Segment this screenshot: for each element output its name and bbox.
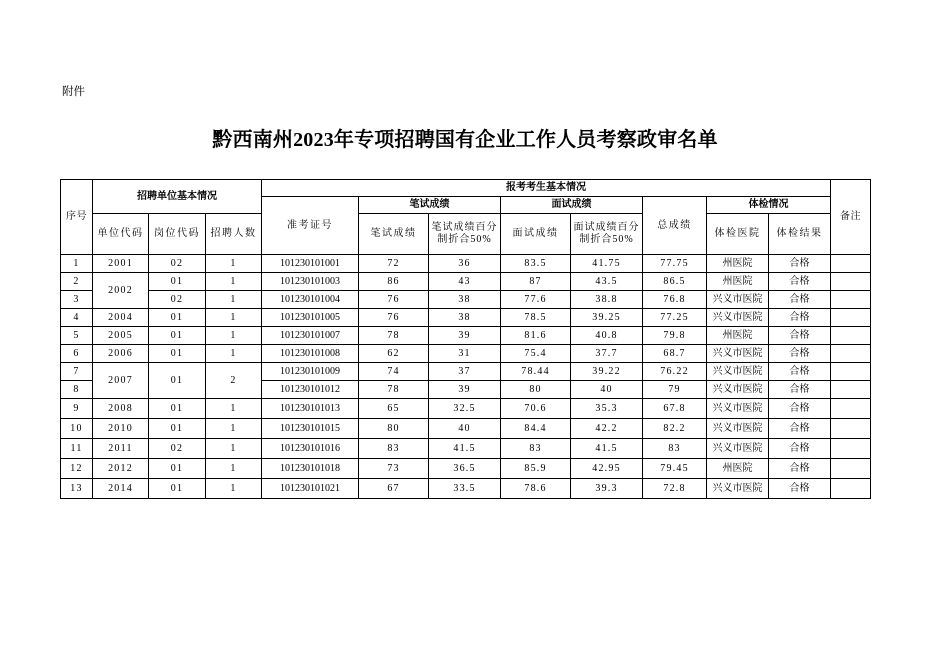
- header-unit-code: 单位代码: [93, 214, 149, 255]
- interview-cell: 85.9: [501, 459, 571, 479]
- unit-code-cell: 2014: [93, 479, 149, 499]
- exam-no-cell: 101230101021: [262, 479, 359, 499]
- interview-pct-cell: 43.5: [571, 273, 643, 291]
- written-cell: 65: [359, 399, 429, 419]
- remark-cell: [831, 291, 871, 309]
- unit-code-cell: 2007: [93, 363, 149, 399]
- result-cell: 合格: [769, 363, 831, 381]
- interview-cell: 83: [501, 439, 571, 459]
- result-cell: 合格: [769, 255, 831, 273]
- result-cell: 合格: [769, 291, 831, 309]
- total-cell: 83: [643, 439, 707, 459]
- total-cell: 76.22: [643, 363, 707, 381]
- interview-pct-cell: 39.25: [571, 309, 643, 327]
- written-pct-cell: 41.5: [429, 439, 501, 459]
- unit-code-cell: 2004: [93, 309, 149, 327]
- unit-code-cell: 2006: [93, 345, 149, 363]
- written-pct-cell: 39: [429, 327, 501, 345]
- written-cell: 62: [359, 345, 429, 363]
- remark-cell: [831, 419, 871, 439]
- header-interview-score: 面试成绩: [501, 214, 571, 255]
- interview-cell: 70.6: [501, 399, 571, 419]
- written-cell: 78: [359, 381, 429, 399]
- total-cell: 86.5: [643, 273, 707, 291]
- written-pct-cell: 33.5: [429, 479, 501, 499]
- exam-no-cell: 101230101008: [262, 345, 359, 363]
- table-header: [61, 180, 871, 255]
- interview-cell: 87: [501, 273, 571, 291]
- written-cell: 80: [359, 419, 429, 439]
- result-cell: 合格: [769, 419, 831, 439]
- interview-cell: 83.5: [501, 255, 571, 273]
- total-cell: 77.75: [643, 255, 707, 273]
- hire-count-cell: 1: [206, 479, 262, 499]
- table-row: [61, 291, 871, 309]
- interview-cell: 78.44: [501, 363, 571, 381]
- table-body: [61, 255, 871, 499]
- hire-count-cell: 2: [206, 363, 262, 399]
- seq-cell: 8: [61, 381, 93, 399]
- seq-cell: 12: [61, 459, 93, 479]
- remark-cell: [831, 459, 871, 479]
- total-cell: 79.45: [643, 459, 707, 479]
- remark-cell: [831, 273, 871, 291]
- hospital-cell: 兴义市医院: [707, 309, 769, 327]
- interview-cell: 78.6: [501, 479, 571, 499]
- written-pct-cell: 37: [429, 363, 501, 381]
- interview-cell: 75.4: [501, 345, 571, 363]
- result-cell: 合格: [769, 381, 831, 399]
- result-cell: 合格: [769, 439, 831, 459]
- result-cell: 合格: [769, 479, 831, 499]
- result-cell: 合格: [769, 309, 831, 327]
- header-total: 总成绩: [643, 197, 707, 255]
- remark-cell: [831, 399, 871, 419]
- unit-code-cell: 2012: [93, 459, 149, 479]
- post-code-cell: 01: [149, 327, 206, 345]
- total-cell: 82.2: [643, 419, 707, 439]
- interview-pct-cell: 42.2: [571, 419, 643, 439]
- seq-cell: 10: [61, 419, 93, 439]
- total-cell: 79: [643, 381, 707, 399]
- remark-cell: [831, 345, 871, 363]
- table-row: [61, 363, 871, 381]
- header-hire-count: 招聘人数: [206, 214, 262, 255]
- header-medical-group: 体检情况: [707, 197, 831, 214]
- seq-cell: 11: [61, 439, 93, 459]
- table-row: [61, 399, 871, 419]
- header-candidate-group: 报考考生基本情况: [262, 180, 831, 197]
- seq-cell: 6: [61, 345, 93, 363]
- header-written-group: 笔试成绩: [359, 197, 501, 214]
- table-row: [61, 273, 871, 291]
- interview-pct-cell: 40.8: [571, 327, 643, 345]
- hire-count-cell: 1: [206, 345, 262, 363]
- unit-code-cell: 2011: [93, 439, 149, 459]
- written-pct-cell: 31: [429, 345, 501, 363]
- hospital-cell: 兴义市医院: [707, 479, 769, 499]
- hospital-cell: 兴义市医院: [707, 363, 769, 381]
- hire-count-cell: 1: [206, 439, 262, 459]
- hire-count-cell: 1: [206, 399, 262, 419]
- hospital-cell: 兴义市医院: [707, 291, 769, 309]
- written-pct-cell: 36.5: [429, 459, 501, 479]
- interview-pct-cell: 40: [571, 381, 643, 399]
- hospital-cell: 兴义市医院: [707, 399, 769, 419]
- interview-pct-cell: 41.5: [571, 439, 643, 459]
- remark-cell: [831, 255, 871, 273]
- document-title: 黔西南州2023年专项招聘国有企业工作人员考察政审名单: [212, 129, 718, 151]
- post-code-cell: 01: [149, 309, 206, 327]
- seq-cell: 1: [61, 255, 93, 273]
- unit-code-cell: 2005: [93, 327, 149, 345]
- result-cell: 合格: [769, 459, 831, 479]
- remark-cell: [831, 479, 871, 499]
- remark-cell: [831, 309, 871, 327]
- written-cell: 67: [359, 479, 429, 499]
- seq-cell: 9: [61, 399, 93, 419]
- exam-no-cell: 101230101015: [262, 419, 359, 439]
- table-row: [61, 345, 871, 363]
- seq-cell: 7: [61, 363, 93, 381]
- interview-pct-cell: 37.7: [571, 345, 643, 363]
- unit-code-cell: 2002: [93, 273, 149, 309]
- hospital-cell: 州医院: [707, 327, 769, 345]
- exam-no-cell: 101230101009: [262, 363, 359, 381]
- unit-code-cell: 2008: [93, 399, 149, 419]
- interview-cell: 77.6: [501, 291, 571, 309]
- interview-pct-cell: 39.22: [571, 363, 643, 381]
- written-pct-cell: 43: [429, 273, 501, 291]
- hire-count-cell: 1: [206, 309, 262, 327]
- table-row: [61, 255, 871, 273]
- result-cell: 合格: [769, 399, 831, 419]
- hire-count-cell: 1: [206, 327, 262, 345]
- written-pct-cell: 40: [429, 419, 501, 439]
- table-row: [61, 419, 871, 439]
- hospital-cell: 州医院: [707, 459, 769, 479]
- total-cell: 76.8: [643, 291, 707, 309]
- exam-no-cell: 101230101018: [262, 459, 359, 479]
- post-code-cell: 01: [149, 363, 206, 399]
- seq-cell: 3: [61, 291, 93, 309]
- remark-cell: [831, 327, 871, 345]
- hospital-cell: 兴义市医院: [707, 345, 769, 363]
- unit-code-cell: 2010: [93, 419, 149, 439]
- total-cell: 68.7: [643, 345, 707, 363]
- exam-no-cell: 101230101007: [262, 327, 359, 345]
- written-cell: 73: [359, 459, 429, 479]
- header-remark: 备注: [831, 180, 871, 255]
- interview-pct-cell: 39.3: [571, 479, 643, 499]
- hospital-cell: 兴义市医院: [707, 439, 769, 459]
- written-pct-cell: 38: [429, 291, 501, 309]
- header-row-1: [61, 180, 871, 197]
- hospital-cell: 州医院: [707, 273, 769, 291]
- post-code-cell: 01: [149, 399, 206, 419]
- post-code-cell: 02: [149, 255, 206, 273]
- seq-cell: 5: [61, 327, 93, 345]
- written-pct-cell: 36: [429, 255, 501, 273]
- post-code-cell: 01: [149, 479, 206, 499]
- total-cell: 77.25: [643, 309, 707, 327]
- header-medical-hospital: 体检医院: [707, 214, 769, 255]
- result-cell: 合格: [769, 327, 831, 345]
- written-pct-cell: 38: [429, 309, 501, 327]
- remark-cell: [831, 381, 871, 399]
- written-cell: 78: [359, 327, 429, 345]
- interview-pct-cell: 41.75: [571, 255, 643, 273]
- written-pct-cell: 39: [429, 381, 501, 399]
- table-row: [61, 459, 871, 479]
- exam-no-cell: 101230101004: [262, 291, 359, 309]
- result-cell: 合格: [769, 273, 831, 291]
- written-pct-cell: 32.5: [429, 399, 501, 419]
- interview-cell: 84.4: [501, 419, 571, 439]
- header-exam-no: 准考证号: [262, 197, 359, 255]
- written-cell: 86: [359, 273, 429, 291]
- table-row: [61, 309, 871, 327]
- header-interview-pct: 面试成绩百分制折合50%: [571, 214, 643, 255]
- hospital-cell: 州医院: [707, 255, 769, 273]
- post-code-cell: 02: [149, 439, 206, 459]
- header-unit-group: 招聘单位基本情况: [93, 180, 262, 214]
- seq-cell: 13: [61, 479, 93, 499]
- hire-count-cell: 1: [206, 255, 262, 273]
- post-code-cell: 01: [149, 459, 206, 479]
- post-code-cell: 01: [149, 273, 206, 291]
- hospital-cell: 兴义市医院: [707, 419, 769, 439]
- exam-no-cell: 101230101003: [262, 273, 359, 291]
- hospital-cell: 兴义市医院: [707, 381, 769, 399]
- header-row-3: [61, 214, 871, 255]
- exam-no-cell: 101230101013: [262, 399, 359, 419]
- header-written-pct: 笔试成绩百分制折合50%: [429, 214, 501, 255]
- table-row: [61, 327, 871, 345]
- written-cell: 83: [359, 439, 429, 459]
- result-cell: 合格: [769, 345, 831, 363]
- header-seq: 序号: [61, 180, 93, 255]
- remark-cell: [831, 439, 871, 459]
- interview-cell: 80: [501, 381, 571, 399]
- written-cell: 76: [359, 291, 429, 309]
- total-cell: 72.8: [643, 479, 707, 499]
- hire-count-cell: 1: [206, 291, 262, 309]
- interview-cell: 81.6: [501, 327, 571, 345]
- roster-table: [60, 179, 871, 499]
- interview-pct-cell: 42.95: [571, 459, 643, 479]
- hire-count-cell: 1: [206, 459, 262, 479]
- written-cell: 72: [359, 255, 429, 273]
- hire-count-cell: 1: [206, 273, 262, 291]
- interview-cell: 78.5: [501, 309, 571, 327]
- hire-count-cell: 1: [206, 419, 262, 439]
- total-cell: 67.8: [643, 399, 707, 419]
- table-row: [61, 439, 871, 459]
- exam-no-cell: 101230101016: [262, 439, 359, 459]
- interview-pct-cell: 35.3: [571, 399, 643, 419]
- header-interview-group: 面试成绩: [501, 197, 643, 214]
- total-cell: 79.8: [643, 327, 707, 345]
- post-code-cell: 02: [149, 291, 206, 309]
- exam-no-cell: 101230101001: [262, 255, 359, 273]
- exam-no-cell: 101230101005: [262, 309, 359, 327]
- seq-cell: 2: [61, 273, 93, 291]
- written-cell: 76: [359, 309, 429, 327]
- remark-cell: [831, 363, 871, 381]
- unit-code-cell: 2001: [93, 255, 149, 273]
- header-medical-result: 体检结果: [769, 214, 831, 255]
- header-written-score: 笔试成绩: [359, 214, 429, 255]
- seq-cell: 4: [61, 309, 93, 327]
- table-row: [61, 479, 871, 499]
- exam-no-cell: 101230101012: [262, 381, 359, 399]
- header-post-code: 岗位代码: [149, 214, 206, 255]
- post-code-cell: 01: [149, 419, 206, 439]
- post-code-cell: 01: [149, 345, 206, 363]
- attachment-label: 附件: [62, 86, 85, 98]
- written-cell: 74: [359, 363, 429, 381]
- interview-pct-cell: 38.8: [571, 291, 643, 309]
